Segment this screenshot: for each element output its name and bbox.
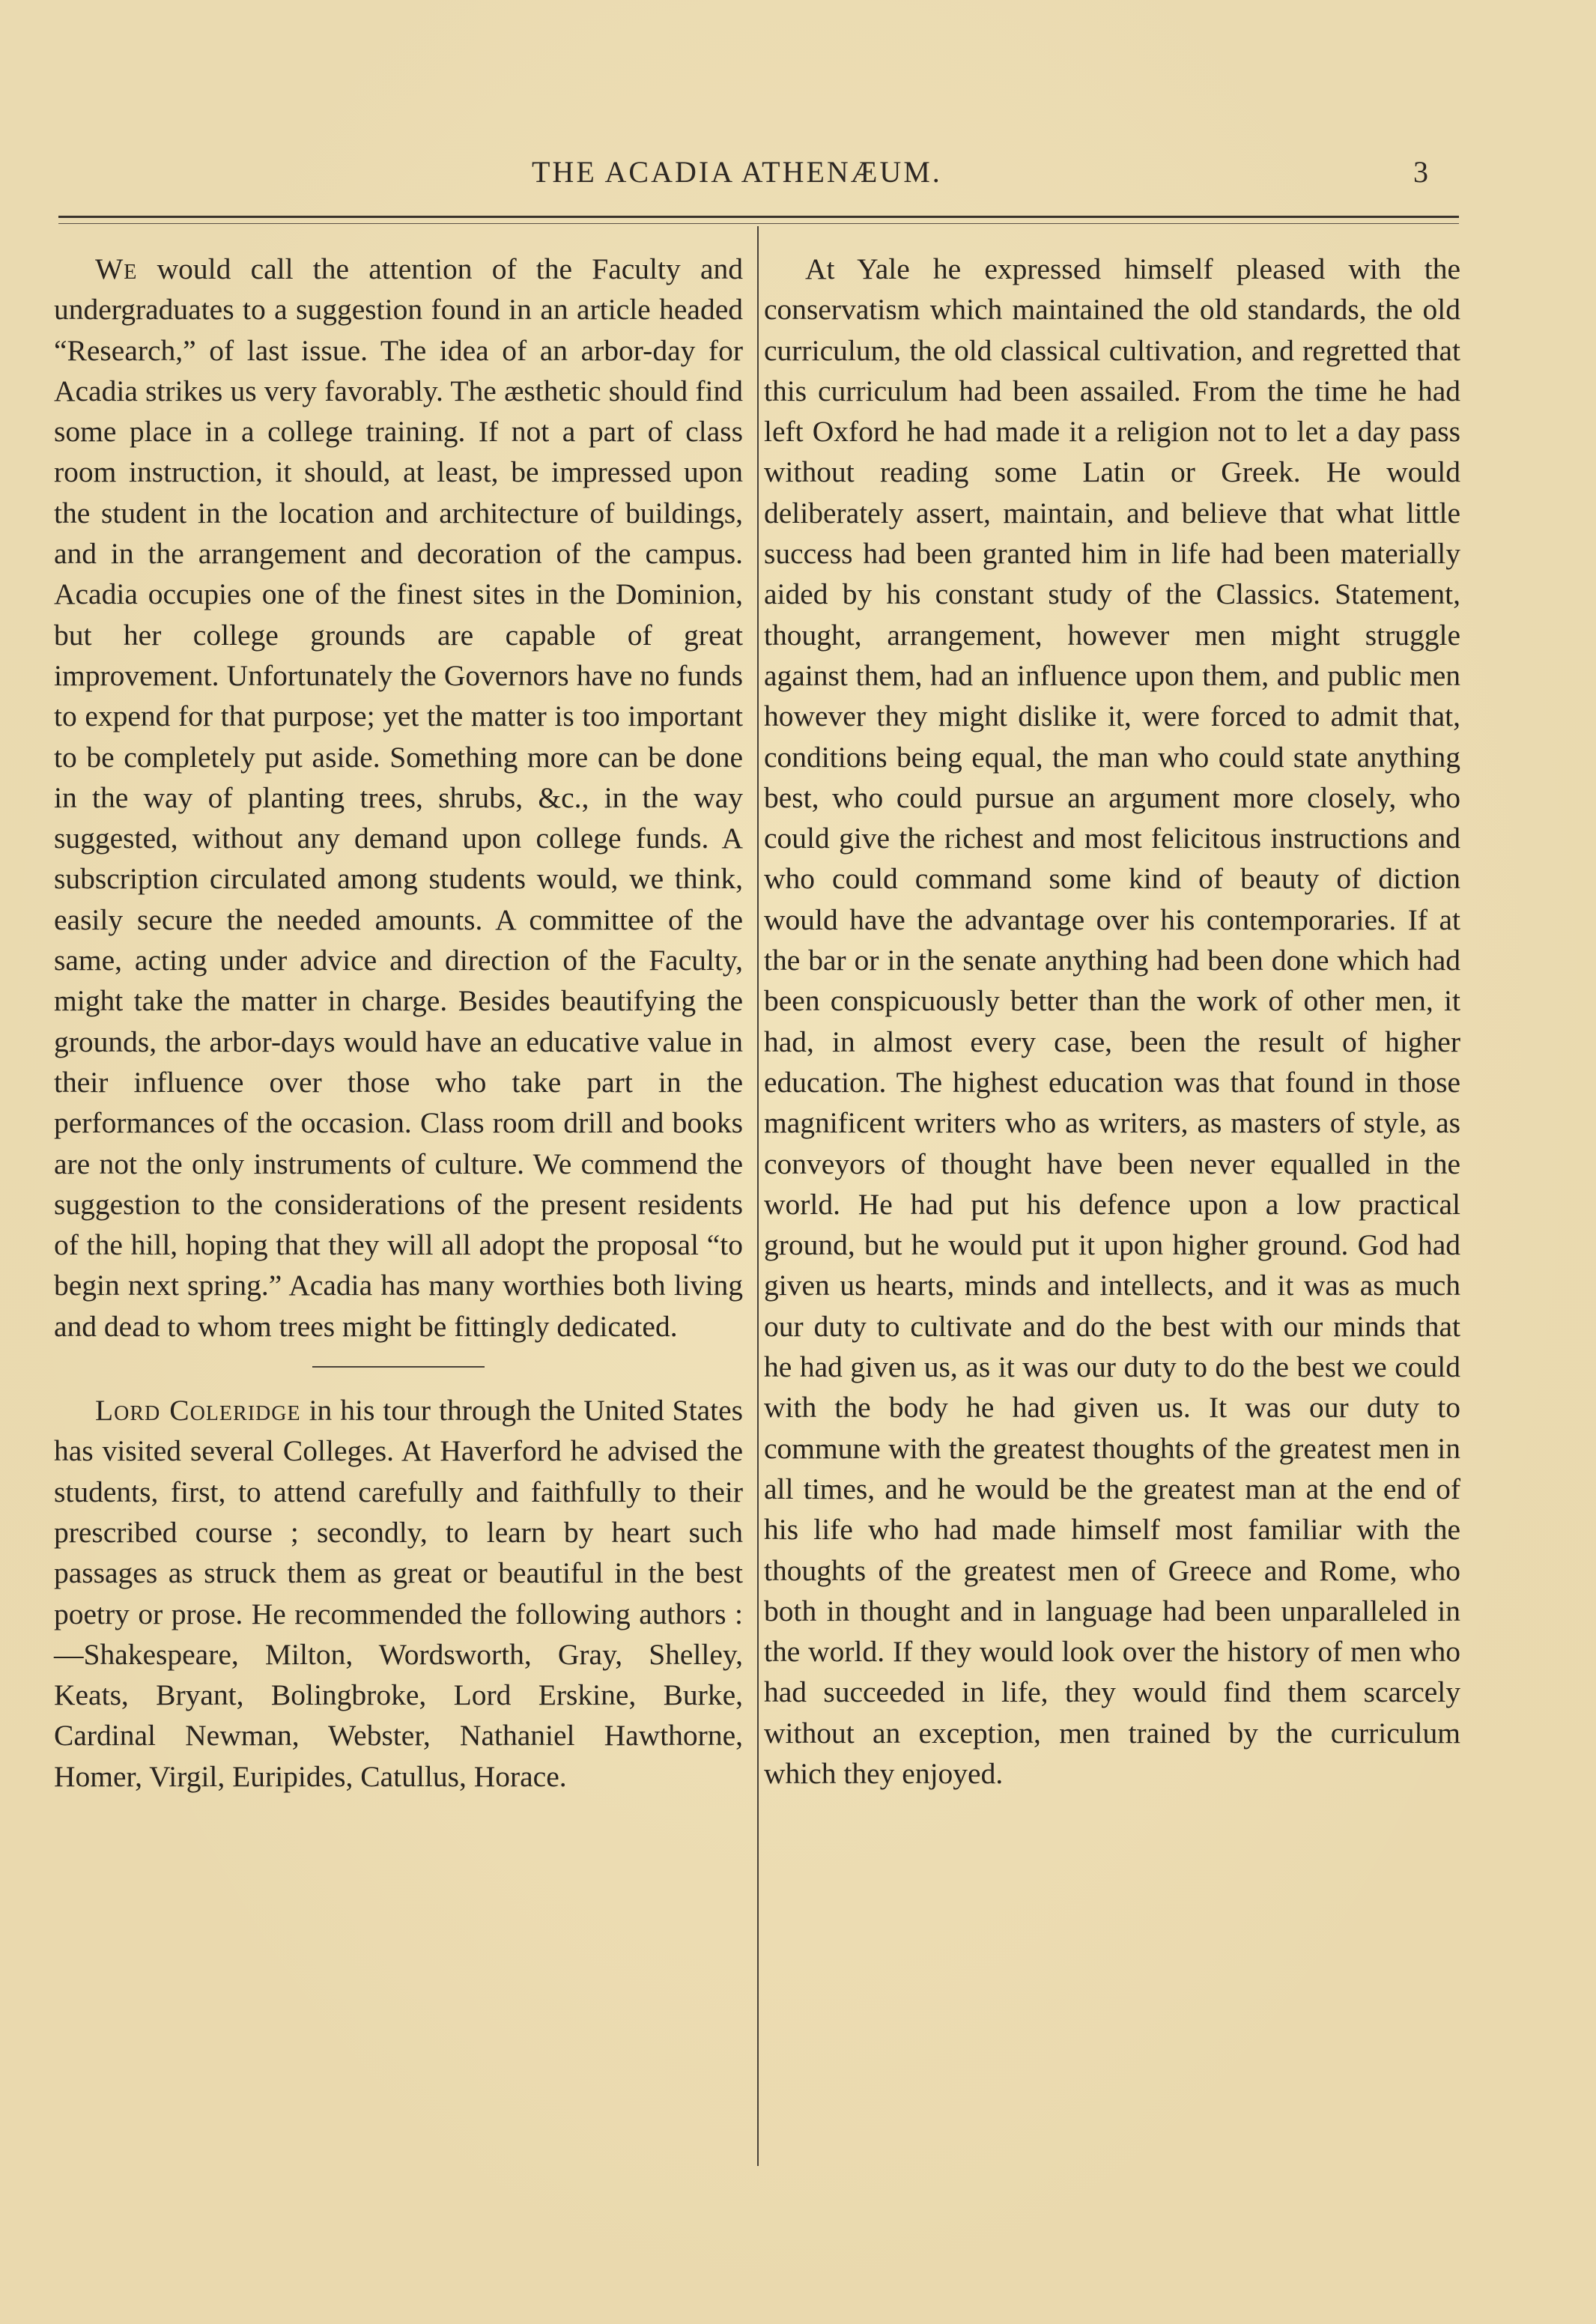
section-divider — [312, 1366, 485, 1368]
running-header — [0, 154, 1596, 199]
paragraph-text: would call the attention of the Faculty and undergraduates to a suggestion found in an article headed “Research,” of last issue. The idea of an arbor-day for Acadia strikes us very favorably. The æsthetic should find some place in a college training. If not a part of class room instruction, it should, at least, be impressed upon the student in the location and architecture of buildings, and in the arrangement and decoration of the campus. Acadia occupies one of the finest sites in the Dominion, but her college grounds are capable of great improvement. Unfortunately the Governors have no funds to expend for that purpose; yet the matter is too important to be completely put aside. Something more can be done in the way of planting trees, shrubs, &c., in the way suggested, without any demand upon college funds. A subscription circulated among students would, we think, easily secure the needed amounts. A committee of the same, acting under advice and direction of the Faculty, might take the matter in charge. Besides beautifying the grounds, the arbor-days would have an educative value in their influence over those who take part in the performances of the occasion. Class room drill and books are not the only instruments of culture. We commend the suggestion to the considerations of the present residents of the hill, hoping that they will all adopt the proposal “to begin next spring.” Acadia has many worthies both living and dead to whom trees might be fittingly dedicated. — [54, 252, 744, 1343]
right-column — [764, 249, 1460, 1794]
column-divider — [757, 226, 759, 2166]
editorial-arbor-day — [54, 249, 743, 1347]
lead-name: Lord Coleridge — [95, 1394, 301, 1428]
editorial-coleridge-continued — [764, 249, 1460, 1794]
header-rule — [58, 216, 1459, 218]
header-rule-thin — [58, 223, 1459, 224]
paragraph-text: At Yale he expressed himself pleased with the conservatism which maintained the old standards, the old curriculum, the old classical cultivation, and regretted that this curriculum had been assailed. From the time he had left Oxford he had made it a religion not to let a day pass without reading some Latin or Greek. He would deliberately assert, maintain, and believe that what little success had been granted him in life had been materially aided by his constant study of the Classics. Statement, thought, arrangement, however men might struggle against them, had an influence upon them, and public men however they might dislike it, were forced to admit that, conditions being equal, the man who could state anything best, who could pursue an argument more closely, who could give the richest and most felicitous instructions and who could command some kind of beauty of diction would have the advantage over his contemporaries. If at the bar or in the senate anything had been done which had been conspicuously better than the work of other men, it had, in almost every case, been the result of higher education. The highest education was that found in those magnificent writers who as writers, as masters of style, as conveyors of thought have been never equalled in the world. He had put his defence upon a low practical ground, but he would put it upon higher ground. God had given us hearts, minds and intellects, and it was as much our duty to cultivate and do the best with our minds that he had given us, as it was our duty to do the best we could with the body he had given us. It was our duty to commune with the greatest thoughts of the greatest men in all times, and he would be the greatest man at the end of his life who had made himself most familiar with the thoughts of the greatest men of Greece and Rome, who both in thought and in language had been unparalleled in the world. If they would look over the history of men who had succeeded in life, they would find them scarcely without an exception, men trained by the curriculum which they enjoyed. — [764, 252, 1460, 1790]
page-number: 3 — [1413, 155, 1428, 189]
paragraph-text: in his tour through the United States has visited several Colleges. At Haverford he advised the students, first, to attend carefully and faithfully to their prescribed course ; secondly, to learn by heart such passages as struck them as great or beautiful in the best poetry or prose. He recommended the following authors :—Shakespeare, Milton, Wordsworth, Gray, Shelley, Keats, Bryant, Bolingbroke, Lord Erskine, Burke, Cardinal Newman, Webster, Nathaniel Hawthorne, Homer, Virgil, Euripides, Catullus, Horace. — [54, 1394, 743, 1793]
lead-word: We — [95, 252, 138, 285]
publication-title: THE ACADIA ATHENÆUM. — [532, 155, 942, 189]
left-column — [54, 249, 743, 1797]
editorial-lord-coleridge — [54, 1390, 743, 1797]
